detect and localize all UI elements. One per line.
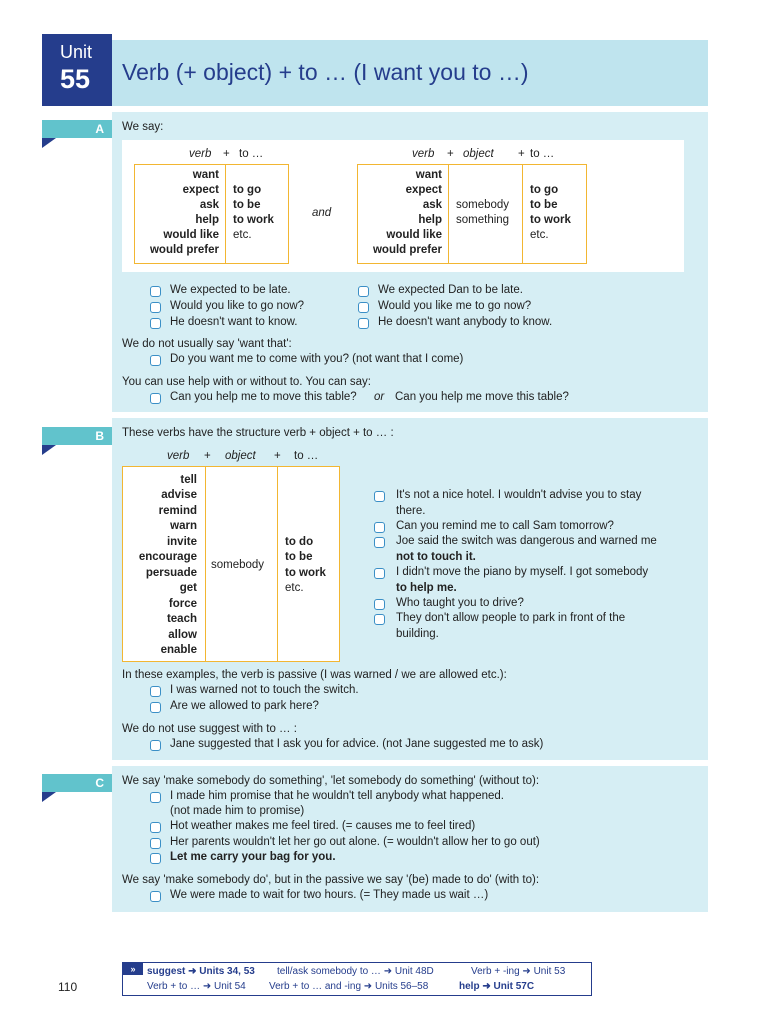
- table2-verb: expect: [405, 184, 442, 196]
- bullet-icon: [358, 286, 369, 297]
- example-a-left: Would you like to go now?: [170, 300, 305, 312]
- example-help-bare: Can you help me move this table?: [395, 391, 569, 403]
- and-label: and: [312, 207, 332, 219]
- table-b: [122, 466, 340, 662]
- table-b-to: to do: [285, 536, 314, 548]
- table-b-verb: tell: [180, 474, 197, 486]
- table1-head-to: to …: [239, 148, 264, 160]
- bullet-icon: [374, 614, 385, 625]
- table2-verb: would like: [386, 229, 442, 241]
- table-b-verb: enable: [160, 644, 197, 656]
- section-b-intro: These verbs have the structure verb + object + to … :: [122, 427, 394, 439]
- unit-badge: [42, 34, 112, 106]
- tab-corner: [42, 445, 56, 455]
- table2: [357, 164, 587, 264]
- example-b: They don't allow people to park in front of the: [396, 612, 626, 624]
- cross-reference-link[interactable]: Verb + to … ➜ Unit 54: [147, 981, 246, 992]
- example-b: Can you remind me to call Sam tomorrow?: [396, 520, 614, 532]
- page-title: Verb (+ object) + to … (I want you to …): [122, 59, 529, 85]
- bullet-icon: [374, 537, 385, 548]
- table2-verb: help: [418, 214, 442, 226]
- table-b-head-to: to …: [294, 450, 319, 462]
- suggest-example: Jane suggested that I ask you for advice. (not Jane suggested me to ask): [170, 738, 544, 750]
- example-b: not to touch it.: [396, 551, 476, 563]
- table1-to: to be: [233, 199, 261, 211]
- bullet-icon: [150, 792, 161, 803]
- cross-reference-link[interactable]: suggest ➜ Units 34, 53: [147, 966, 255, 977]
- suggest-note: We do not use suggest with to … :: [122, 723, 297, 735]
- table2-head-plus: +: [518, 148, 525, 160]
- cross-reference-link[interactable]: help ➜ Unit 57C: [459, 981, 535, 992]
- table2-verb: want: [415, 169, 442, 181]
- tab-corner: [42, 138, 56, 148]
- note-help: You can use help with or without to. You can say:: [122, 376, 371, 388]
- table-b-head-verb: verb: [167, 450, 190, 462]
- table2-head-to: to …: [530, 148, 555, 160]
- table2-head-verb: verb: [412, 148, 435, 160]
- unit-number: 55: [60, 64, 91, 94]
- example-a-right: We expected Dan to be late.: [378, 284, 523, 296]
- tab-corner: [42, 792, 56, 802]
- example-c: Hot weather makes me feel tired. (= causes me to feel tired): [170, 820, 476, 832]
- section-b: [112, 418, 708, 760]
- section-c-intro: We say 'make somebody do something', 'let somebody do something' (without to):: [122, 775, 540, 787]
- table1-to: to work: [233, 214, 274, 226]
- table1-verb: want: [192, 169, 219, 181]
- table-b-head-plus: +: [204, 450, 211, 462]
- example-c: Let me carry your bag for you.: [170, 851, 336, 863]
- table2-head-object: object: [463, 148, 494, 160]
- table2-object: somebody: [456, 199, 510, 211]
- note-want-that: We do not usually say 'want that':: [122, 338, 292, 350]
- double-arrow-icon: »: [123, 963, 143, 975]
- table1-to: to go: [233, 184, 262, 196]
- table1-verb: expect: [182, 184, 219, 196]
- table-b-to: etc.: [285, 582, 304, 594]
- unit-label: Unit: [60, 42, 93, 62]
- table-b-head-plus: +: [274, 450, 281, 462]
- bullet-icon: [150, 838, 161, 849]
- table-b-verb: get: [179, 582, 197, 594]
- cross-reference-link[interactable]: Verb + to … and -ing ➜ Units 56–58: [269, 981, 429, 992]
- bullet-icon: [150, 318, 161, 329]
- page-number: 110: [58, 980, 78, 994]
- table1-verb: help: [195, 214, 219, 226]
- bullet-icon: [374, 491, 385, 502]
- table-b-to: to be: [285, 551, 313, 563]
- table2-to: etc.: [530, 229, 549, 241]
- bullet-icon: [150, 355, 161, 366]
- passive-example: Are we allowed to park here?: [170, 700, 319, 712]
- table1-head-plus: +: [223, 148, 230, 160]
- bullet-icon: [374, 522, 385, 533]
- table-b-verb: warn: [170, 520, 197, 532]
- bullet-icon: [150, 393, 161, 404]
- passive-note: In these examples, the verb is passive (I was warned / we are allowed etc.):: [122, 669, 507, 681]
- example-want-me: Do you want me to come with you? (not want that I come): [170, 353, 464, 365]
- example-b: building.: [396, 628, 439, 640]
- bullet-icon: [358, 302, 369, 313]
- example-b: Who taught you to drive?: [396, 597, 524, 609]
- table1-head-verb: verb: [189, 148, 212, 160]
- table-b-head-object: object: [225, 450, 256, 462]
- example-b: It's not a nice hotel. I wouldn't advise you to stay: [396, 489, 642, 501]
- bullet-icon: [150, 302, 161, 313]
- table-b-verb: encourage: [138, 551, 197, 563]
- table1-verb: would prefer: [149, 244, 219, 256]
- table1-verb: ask: [199, 199, 219, 211]
- example-b: Joe said the switch was dangerous and warned me: [396, 535, 657, 547]
- bullet-icon: [358, 318, 369, 329]
- section-c: [112, 766, 708, 912]
- table-b-verb: teach: [166, 613, 197, 625]
- example-c: Her parents wouldn't let her go out alone. (= wouldn't allow her to go out): [170, 836, 540, 848]
- bullet-icon: [150, 822, 161, 833]
- section-a-tab: A: [42, 120, 112, 138]
- bullet-icon: [374, 599, 385, 610]
- table1-to: etc.: [233, 229, 252, 241]
- table-b-object: somebody: [211, 559, 265, 571]
- section-a-intro: We say:: [122, 121, 164, 133]
- example-a-right: Would you like me to go now?: [378, 300, 532, 312]
- cross-reference-link[interactable]: Verb + -ing ➜ Unit 53: [471, 966, 566, 977]
- table-b-verb: advise: [161, 489, 197, 501]
- example-a-left: He doesn't want to know.: [170, 316, 298, 328]
- table1: [134, 164, 289, 264]
- passive-example: I was warned not to touch the switch.: [170, 684, 359, 696]
- table-b-verb: persuade: [145, 567, 197, 579]
- table2-to: to go: [530, 184, 559, 196]
- table-b-verb: remind: [158, 505, 197, 517]
- table2-head-plus: +: [447, 148, 454, 160]
- section-c-tab: C: [42, 774, 112, 792]
- bullet-icon: [150, 686, 161, 697]
- example-c: I made him promise that he wouldn't tell anybody what happened.: [170, 790, 504, 802]
- example-b: there.: [396, 505, 426, 517]
- example-a-left: We expected to be late.: [170, 284, 291, 296]
- title-band: [112, 40, 708, 106]
- bullet-icon: [150, 740, 161, 751]
- table2-object: something: [456, 214, 510, 226]
- table1-verb: would like: [163, 229, 219, 241]
- table2-verb: would prefer: [372, 244, 442, 256]
- bullet-icon: [150, 702, 161, 713]
- or-label: or: [374, 391, 385, 403]
- cross-reference-box: [122, 962, 592, 996]
- example-b: I didn't move the piano by myself. I got somebody: [396, 566, 649, 578]
- bullet-icon: [150, 286, 161, 297]
- section-b-tab: B: [42, 427, 112, 445]
- table-b-verb: allow: [168, 629, 197, 641]
- table-b-verb: invite: [166, 536, 197, 548]
- example-help-to: Can you help me to move this table?: [170, 391, 357, 403]
- table-b-verb: force: [168, 598, 197, 610]
- made-to-example: We were made to wait for two hours. (= They made us wait …): [170, 889, 489, 901]
- made-to-note: We say 'make somebody do', but in the passive we say '(be) made to do' (with to):: [122, 874, 540, 886]
- example-a-right: He doesn't want anybody to know.: [378, 316, 553, 328]
- table2-to: to work: [530, 214, 571, 226]
- bullet-icon: [374, 568, 385, 579]
- bullet-icon: [150, 891, 161, 902]
- example-b: to help me.: [396, 582, 457, 594]
- section-a: [112, 112, 708, 412]
- table2-verb: ask: [422, 199, 442, 211]
- table2-to: to be: [530, 199, 558, 211]
- table-b-to: to work: [285, 567, 326, 579]
- bullet-icon: [150, 853, 161, 864]
- cross-reference-link[interactable]: tell/ask somebody to … ➜ Unit 48D: [277, 966, 434, 977]
- example-c: (not made him to promise): [170, 805, 305, 817]
